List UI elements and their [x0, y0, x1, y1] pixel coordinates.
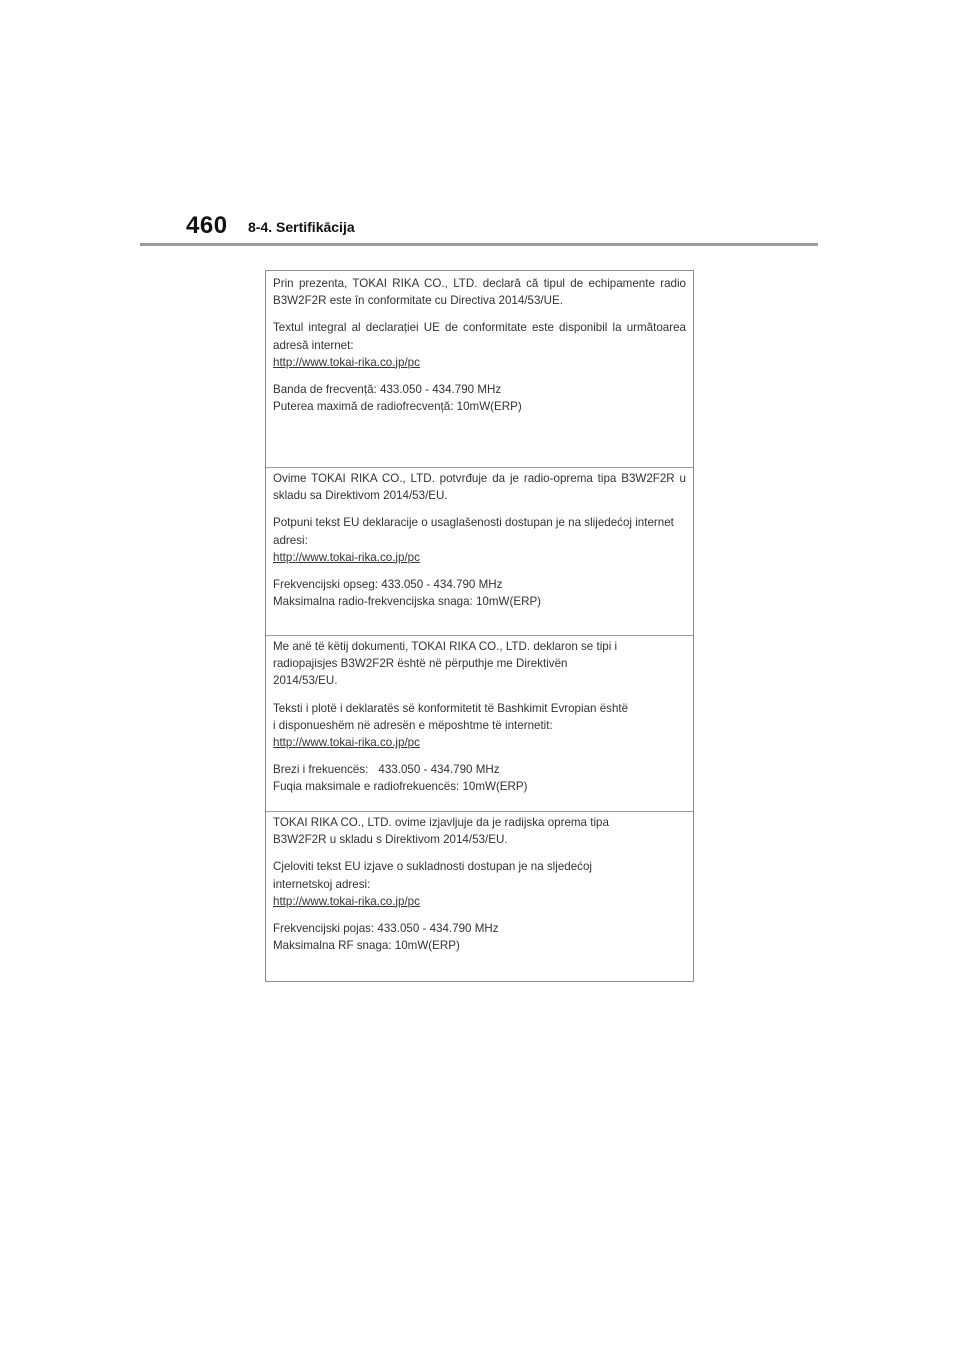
- frequency-band: Frekvencijski opseg: 433.050 - 434.790 MHz: [273, 578, 503, 592]
- declaration-croatian: [266, 811, 693, 954]
- max-power: Fuqia maksimale e radiofrekuencës: 10mW(ERP): [273, 780, 528, 794]
- declaration-specs: [273, 576, 686, 610]
- section-title: 8-4. Sertifikācija: [248, 219, 355, 235]
- page-number: 460: [186, 212, 228, 239]
- declaration-full-text: Textul integral al declarației UE de conformitate este disponibil la următoarea adresă internet: http://www.tokai-rika.co.jp/pc: [273, 321, 686, 369]
- declaration-full-text: Cjeloviti tekst EU izjave o sukladnosti dostupan je na sljedećoj internetskoj adresi: http://www.tokai-rika.co.jp/pc: [273, 860, 592, 908]
- max-power: Maksimalna radio-frekvencijska snaga: 10mW(ERP): [273, 595, 542, 609]
- declaration-statement: TOKAI RIKA CO., LTD. ovime izjavljuje da je radijska oprema tipa B3W2F2R u skladu s Direktivom 2014/53/EU.: [273, 816, 609, 847]
- frequency-band: Brezi i frekuencës: 433.050 - 434.790 MHz: [273, 763, 500, 777]
- declaration-albanian: [266, 635, 693, 796]
- declaration-specs: [273, 381, 686, 415]
- declaration-statement: Prin prezenta, TOKAI RIKA CO., LTD. declară că tipul de echipamente radio B3W2F2R este în conformitate cu Directiva 2014/53/UE.: [273, 277, 686, 308]
- declaration-specs: [273, 920, 686, 954]
- declaration-link[interactable]: http://www.tokai-rika.co.jp/pc: [273, 550, 420, 564]
- frequency-band: Banda de frecvență: 433.050 - 434.790 MHz: [273, 383, 502, 397]
- declaration-statement: Me anë të këtij dokumenti, TOKAI RIKA CO., LTD. deklaron se tipi i radiopajisjes B3W2F2R është në përputhje me Direktivën 2014/53/EU.: [273, 640, 618, 688]
- declaration-full-text: Potpuni tekst EU deklaracije o usaglašenosti dostupan je na slijedećoj internet adresi: http://www.tokai-rika.co.jp/pc: [273, 516, 674, 564]
- max-power: Maksimalna RF snaga: 10mW(ERP): [273, 939, 460, 953]
- declaration-statement: Ovime TOKAI RIKA CO., LTD. potvrđuje da je radio-oprema tipa B3W2F2R u skladu sa Direktivom 2014/53/EU.: [273, 472, 686, 503]
- frequency-band: Frekvencijski pojas: 433.050 - 434.790 MHz: [273, 922, 499, 936]
- declaration-link[interactable]: http://www.tokai-rika.co.jp/pc: [273, 355, 420, 369]
- declaration-box: [265, 270, 694, 982]
- header-divider: [140, 243, 818, 246]
- declaration-link[interactable]: http://www.tokai-rika.co.jp/pc: [273, 736, 420, 750]
- max-power: Puterea maximă de radiofrecvență: 10mW(ERP): [273, 400, 522, 414]
- declaration-romanian: [266, 273, 693, 415]
- declaration-specs: [273, 761, 686, 795]
- declaration-link[interactable]: http://www.tokai-rika.co.jp/pc: [273, 894, 420, 908]
- declaration-full-text: Teksti i plotë i deklaratës së konformitetit të Bashkimit Evropian është i disponueshëm në adresën e mëposhtme të internetit: http://www.tokai-rika.co.jp/pc: [273, 701, 629, 750]
- declaration-bosnian: [266, 467, 693, 610]
